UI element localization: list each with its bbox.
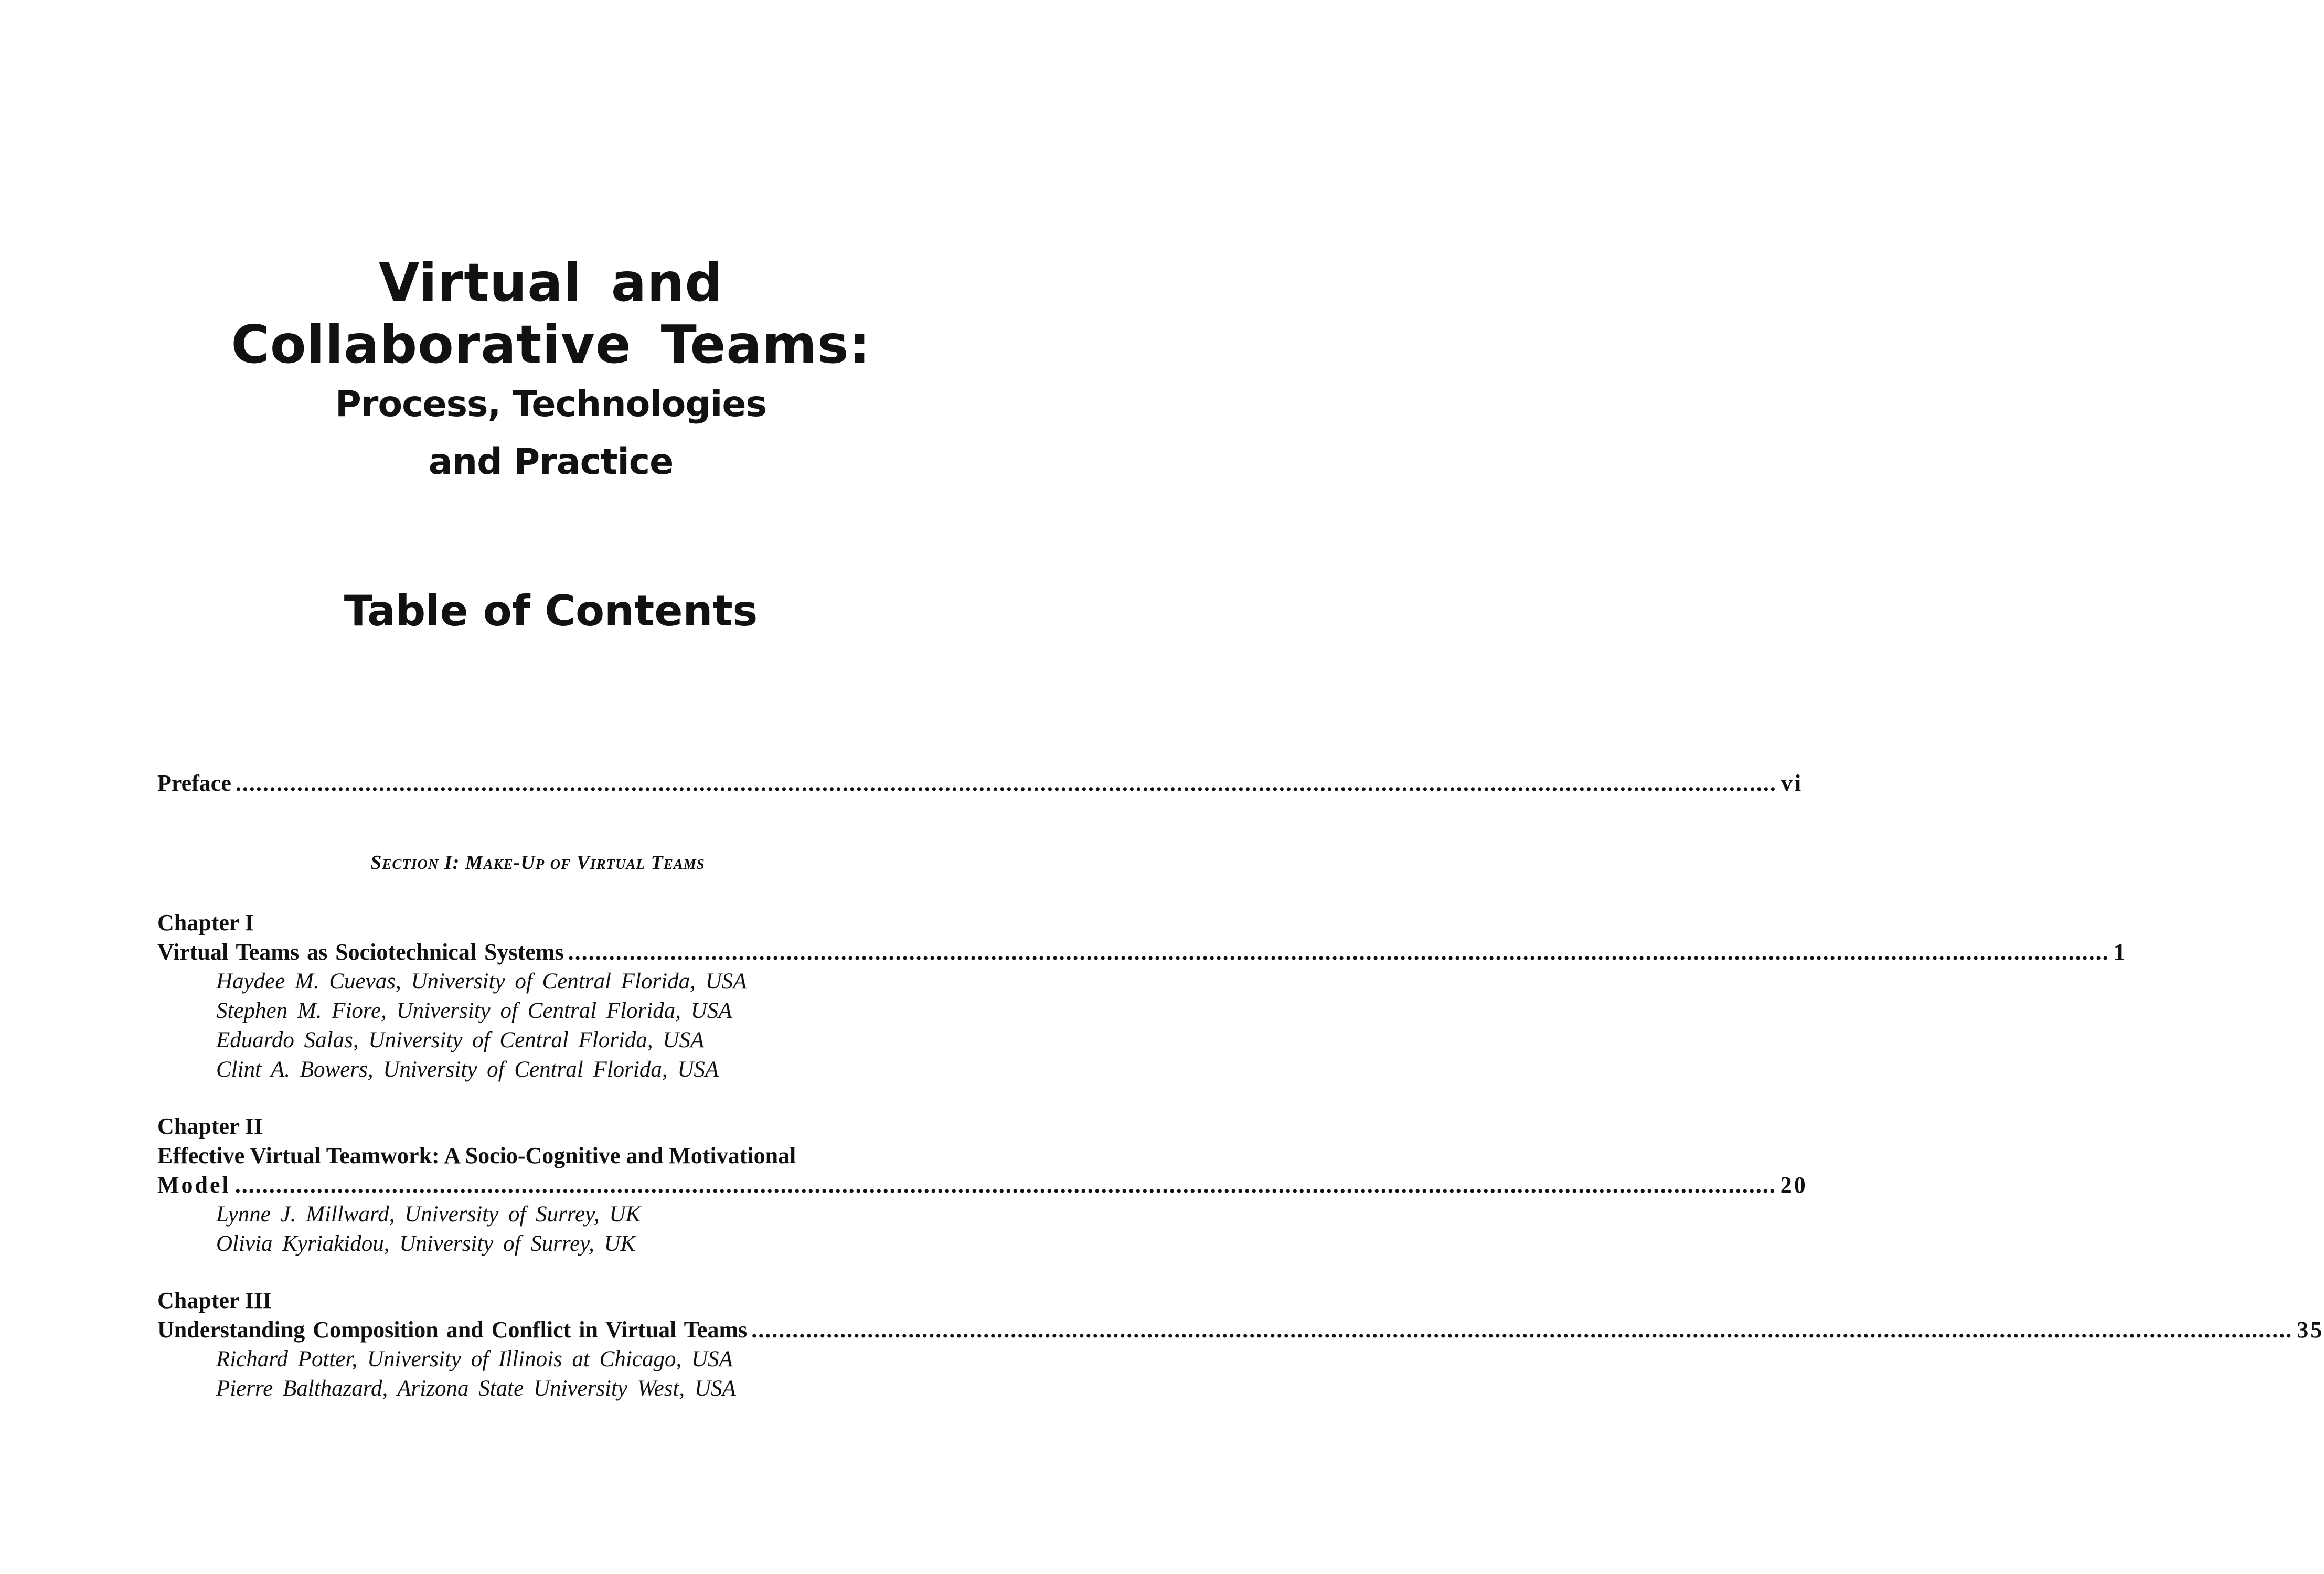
dot-leader: .................................................................................................................................................................................................................................. [568,939,2109,965]
chapter-title: Understanding Composition and Conflict in Virtual Teams [157,1317,748,1343]
book-subtitle-line-2: and Practice [428,441,674,483]
dot-leader: .................................................................................................................................................................................................................................. [235,770,1777,796]
chapter-number: Chapter III [157,1288,272,1313]
chapter-title-line-2: Model [157,1172,231,1198]
author-list [157,967,918,1084]
chapter-title-entry[interactable] [157,938,2127,967]
chapter-title-line-1[interactable]: Effective Virtual Teamwork: A Socio-Cognitive and Motivational [157,1143,796,1168]
author: Eduardo Salas, University of Central Florida, USA [216,1028,705,1052]
chapter-title: Virtual Teams as Sociotechnical Systems [157,939,564,965]
dot-leader: .................................................................................................................................................................................................................................. [234,1172,1776,1198]
chapter-page-number: 35 [2297,1317,2324,1343]
author: Lynne J. Millward, University of Surrey, UK [216,1202,641,1227]
dot-leader: .................................................................................................................................................................................................................................. [751,1317,2293,1343]
chapter-page-number: 1 [2113,939,2127,965]
chapter-title-entry[interactable] [157,1315,2324,1345]
chapter-title-entry[interactable] [157,1171,1808,1200]
toc-heading: Table of Contents [344,587,758,635]
author-list [157,1345,918,1403]
preface-entry[interactable] [157,769,1804,798]
chapter-entry [157,1112,1808,1259]
chapter-entry [157,1286,2324,1403]
author-list [157,1200,918,1259]
author: Olivia Kyriakidou, University of Surrey, UK [216,1231,636,1256]
author: Stephen M. Fiore, University of Central Florida, USA [216,998,732,1023]
book-subtitle-line-1: Process, Technologies [335,384,766,425]
preface-label: Preface [157,770,231,796]
chapter-entry [157,908,2127,1084]
chapter-number: Chapter I [157,910,254,935]
table-of-contents [157,769,2324,1431]
author: Richard Potter, University of Illinois at Chicago, USA [216,1347,733,1371]
author: Pierre Balthazard, Arizona State University West, USA [216,1376,736,1401]
preface-page-number: vi [1781,770,1804,796]
author: Haydee M. Cuevas, University of Central Florida, USA [216,969,747,994]
chapter-page-number: 20 [1780,1172,1808,1198]
author: Clint A. Bowers, University of Central Florida, USA [216,1057,719,1082]
book-title-line-2: Collaborative Teams: [231,314,871,375]
book-title-block [0,252,1102,491]
chapter-number: Chapter II [157,1113,263,1139]
book-title-line-1: Virtual and [378,252,723,313]
section-title: Section I: Make-Up of Virtual Teams [370,852,705,874]
